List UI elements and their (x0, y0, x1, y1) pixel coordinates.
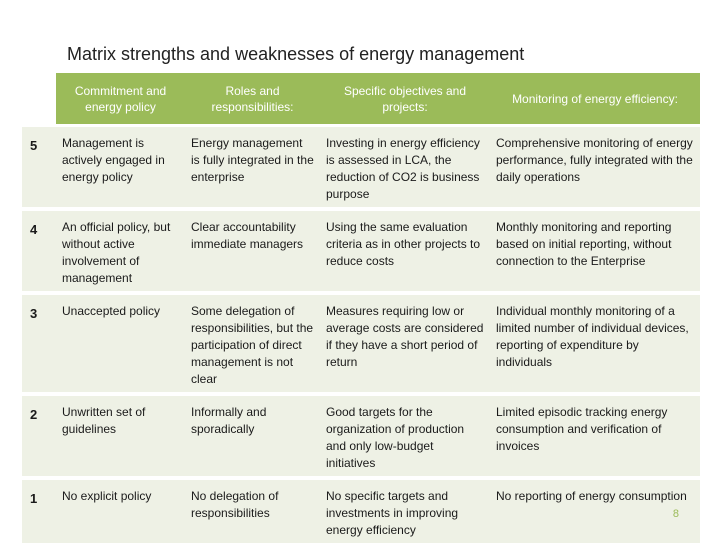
commitment-cell: Unwritten set of guidelines (56, 394, 185, 478)
monitoring-cell: No reporting of energy consumption (490, 478, 700, 545)
header-row (22, 73, 700, 126)
commitment-cell: Management is actively engaged in energy policy (56, 126, 185, 210)
level-number: 2 (22, 394, 56, 478)
monitoring-cell: Individual monthly monitoring of a limited number of individual devices, reporting of expenditure by individuals (490, 293, 700, 394)
roles-cell: Informally and sporadically (185, 394, 320, 478)
header-monitoring: Monitoring of energy efficiency: (490, 73, 700, 126)
monitoring-cell: Limited episodic tracking energy consumption and verification of invoices (490, 394, 700, 478)
monitoring-cell: Comprehensive monitoring of energy performance, fully integrated with the daily operations (490, 126, 700, 210)
level-number: 4 (22, 209, 56, 293)
commitment-cell: An official policy, but without active involvement of management (56, 209, 185, 293)
commitment-cell: No explicit policy (56, 478, 185, 545)
header-objectives: Specific objectives and projects: (320, 73, 490, 126)
roles-cell: Some delegation of responsibilities, but the participation of direct management is not clear (185, 293, 320, 394)
level-number: 5 (22, 126, 56, 210)
table-row (22, 394, 700, 478)
monitoring-cell: Monthly monitoring and reporting based on initial reporting, without connection to the Enterprise (490, 209, 700, 293)
slide-title: Matrix strengths and weaknesses of energy management (67, 44, 525, 64)
roles-cell: Energy management is fully integrated in the enterprise (185, 126, 320, 210)
table-row (22, 478, 700, 545)
table-row (22, 293, 700, 394)
roles-cell: Clear accountability immediate managers (185, 209, 320, 293)
table-row (22, 126, 700, 210)
objectives-cell: Using the same evaluation criteria as in other projects to reduce costs (320, 209, 490, 293)
objectives-cell: Good targets for the organization of production and only low-budget initiatives (320, 394, 490, 478)
level-number: 1 (22, 478, 56, 545)
page-number: 8 (672, 508, 679, 520)
corner-cell (22, 73, 56, 126)
commitment-cell: Unaccepted policy (56, 293, 185, 394)
energy-management-matrix (22, 73, 700, 547)
level-number: 3 (22, 293, 56, 394)
objectives-cell: Investing in energy efficiency is assessed in LCA, the reduction of CO2 is business purpose (320, 126, 490, 210)
roles-cell: No delegation of responsibilities (185, 478, 320, 545)
header-commitment: Commitment and energy policy (56, 73, 185, 126)
table-row (22, 209, 700, 293)
objectives-cell: Measures requiring low or average costs are considered if they have a short period of return (320, 293, 490, 394)
objectives-cell: No specific targets and investments in improving energy efficiency (320, 478, 490, 545)
header-roles: Roles and responsibilities: (185, 73, 320, 126)
